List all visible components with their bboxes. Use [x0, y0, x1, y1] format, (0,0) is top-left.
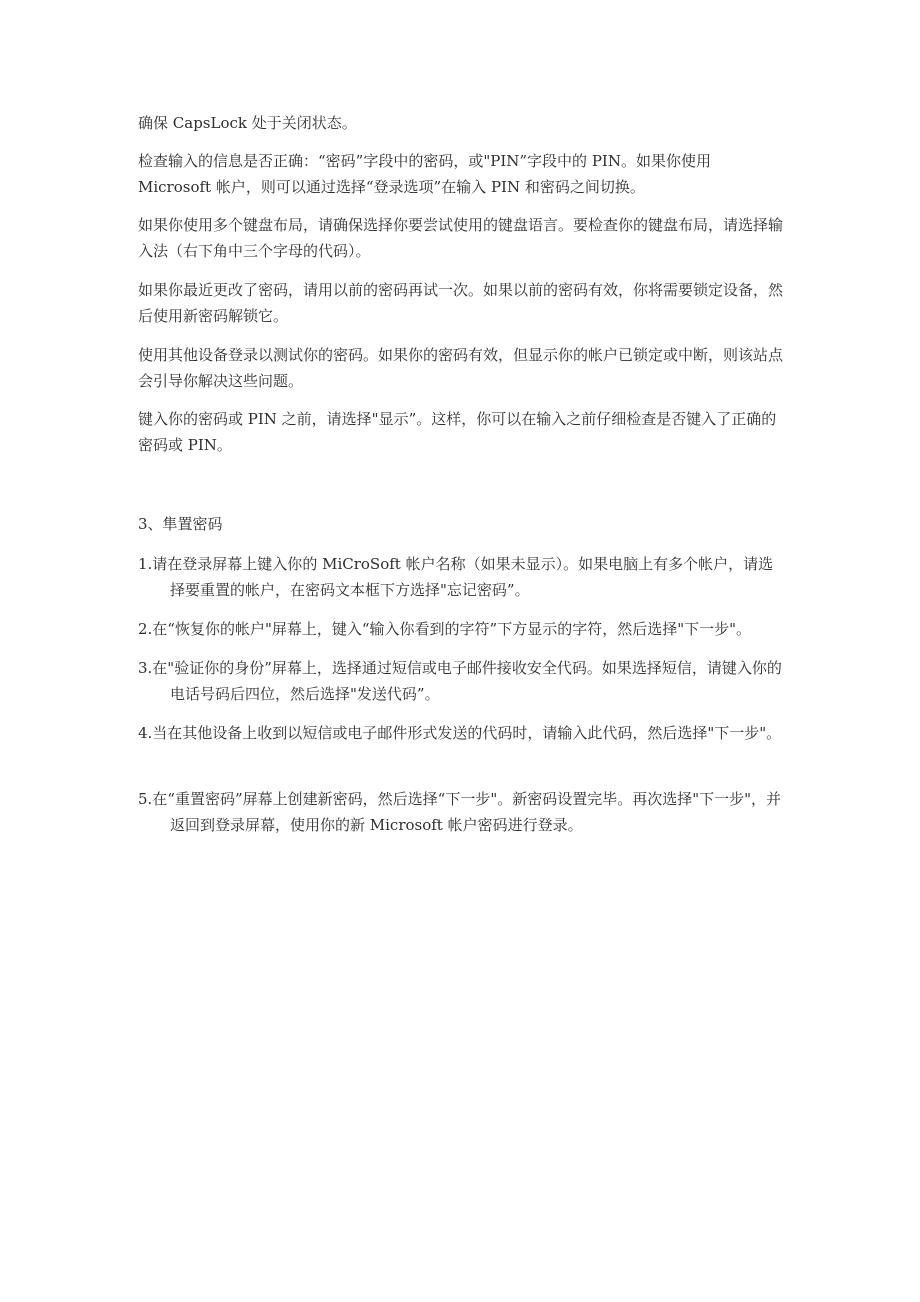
tip-other-device: 使用其他设备登录以测试你的密码。如果你的密码有效，但显示你的帐户已锁定或中断，则该站点会引导你解决这些问题。 — [138, 346, 784, 390]
section-heading: 3、隼置密码 — [138, 515, 223, 533]
tip-show-password: 键入你的密码或 PIN 之前，请选择"显示”。这样，你可以在输入之前仔细检查是否键入了正确的密码或 PIN。 — [138, 410, 777, 454]
step-3: 3.在"验证你的身份”屏幕上，选择通过短信或电子邮件接收安全代码。如果选择短信，请键入你的电话号码后四位，然后选择"发送代码”。 — [138, 659, 782, 703]
step-2: 2.在“恢复你的帐户"屏幕上，键入“输入你看到的字符”下方显示的字符，然后选择"下一步"。 — [138, 620, 752, 638]
tip-keyboard-layout: 如果你使用多个键盘布局，请确保选择你要尝试使用的键盘语言。要检查你的键盘布局，请选择输入法（右下角中三个字母的代码）。 — [138, 216, 784, 260]
tip-check-input: 检查输入的信息是否正确：“密码”字段中的密码，或"PIN”字段中的 PIN。如果你使用 Microsoft 帐户，则可以通过选择“登录选项”在输入 PIN 和密码之间切换。 — [138, 152, 711, 196]
tip-recent-password: 如果你最近更改了密码，请用以前的密码再试一次。如果以前的密码有效，你将需要锁定设备，然后使用新密码解锁它。 — [138, 281, 784, 325]
step-1: 1.请在登录屏幕上键入你的 MiCroSoft 帐户名称（如果未显示）。如果电脑上有多个帐户，请选择要重置的帐户，在密码文本框下方选择"忘记密码”。 — [138, 555, 774, 599]
tip-capslock: 确保 CapsLock 处于关闭状态。 — [138, 114, 357, 132]
step-4: 4.当在其他设备上收到以短信或电子邮件形式发送的代码时，请输入此代码，然后选择"下一步"。 — [138, 724, 782, 742]
step-5: 5.在“重置密码”屏幕上创建新密码，然后选择“下一步"。新密码设置完毕。再次选择"下一步"，并返回到登录屏幕，使用你的新 Microsoft 帐户密码进行登录。 — [138, 790, 782, 834]
